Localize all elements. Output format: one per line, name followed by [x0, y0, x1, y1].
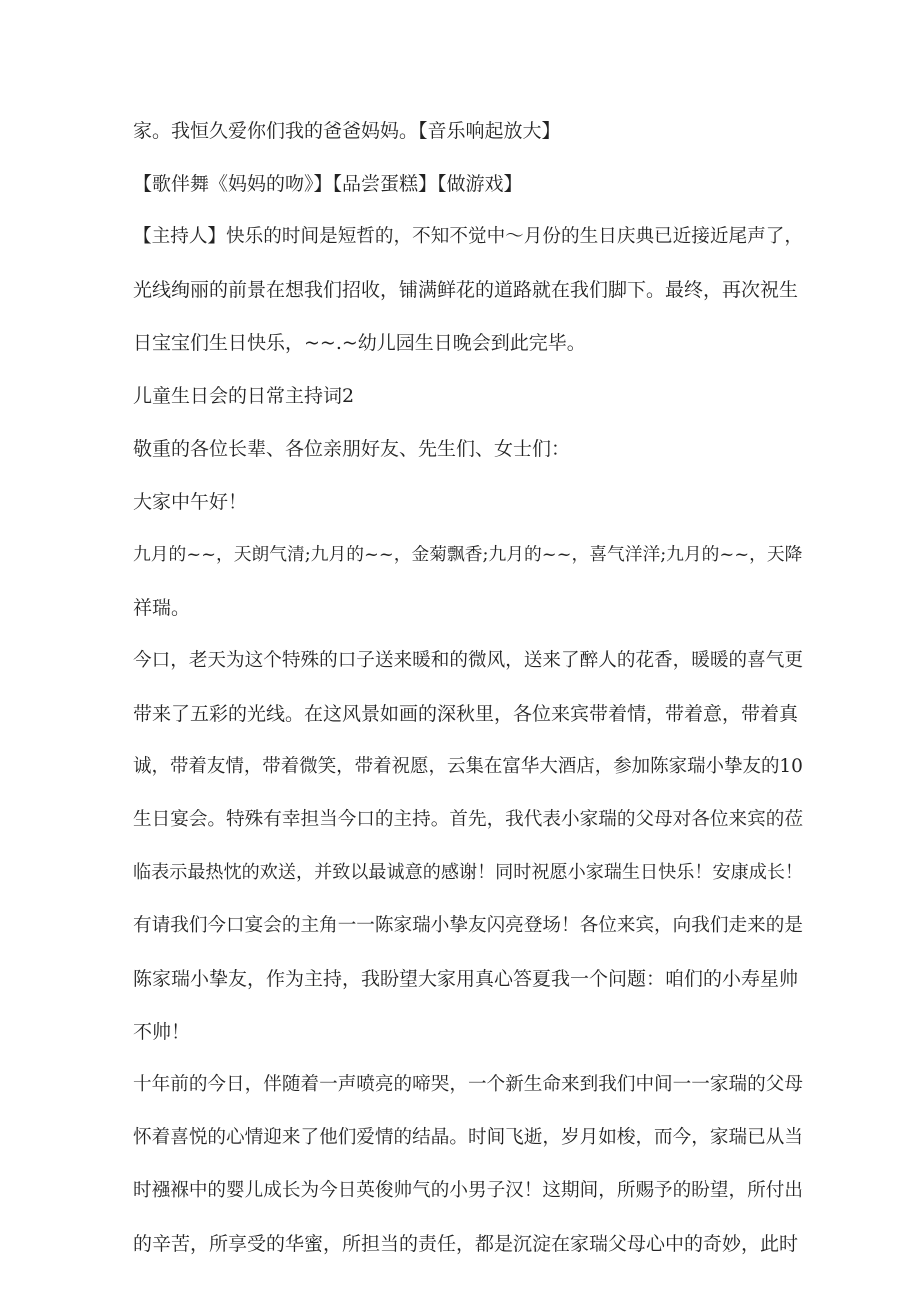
- text-line: 今口，老天为这个特殊的口子送来暖和的微风，送来了醉人的花香，暖暖的喜气更: [133, 650, 803, 671]
- text-line: 有请我们今口宴会的主角一一陈家瑞小挚友闪亮登场！各位来宾，向我们走来的是: [133, 915, 803, 936]
- text-line: 敬重的各位长辈、各位亲朋好友、先生们、女士们：: [133, 438, 571, 460]
- text-line: 怀着喜悦的心情迎来了他们爱情的结晶。时间飞逝，岁月如梭，而今，家瑞已从当: [133, 1127, 803, 1148]
- text-line: 时襁褓中的婴儿成长为今日英俊帅气的小男子汉！这期间，所赐予的盼望，所付出: [133, 1180, 803, 1201]
- text-line: 十年前的今日，伴随着一声喷亮的啼哭，一个新生命来到我们中间一一家瑞的父母: [133, 1074, 803, 1095]
- text-line: 九月的~~，天朗气清;九月的~~，金菊飘香;九月的~~，喜气洋洋;九月的~~，天降: [133, 545, 803, 565]
- text-line: 不帅！: [133, 1021, 191, 1043]
- section-heading: 儿童生日会的日常主持词2: [133, 385, 355, 407]
- text-line: 临表示最热忱的欢送，并致以最诚意的感谢！同时祝愿小家瑞生日快乐！安康成长！: [133, 862, 804, 883]
- text-line: 陈家瑞小挚友，作为主持，我盼望大家用真心答夏我一个问题：咱们的小寿星帅: [133, 968, 799, 990]
- text-line: 【歌伴舞《妈妈的吻》】【品尝蛋糕】【做游戏】: [133, 173, 523, 195]
- text-line: 生日宴会。特殊有幸担当今口的主持。首先，我代表小家瑞的父母对各位来宾的莅: [133, 809, 803, 830]
- text-line: 诚，带着友情，带着微笑，带着祝愿，云集在富华大酒店，参加陈家瑞小挚友的10: [133, 756, 803, 777]
- text-line: 家。我恒久爱你们我的爸爸妈妈。【音乐响起放大】: [133, 120, 561, 142]
- text-line: 带来了五彩的光线。在这风景如画的深秋里，各位来宾带着情，带着意，带着真: [133, 703, 799, 725]
- text-line: 日宝宝们生日快乐，~~.~幼儿园生日晚会到此完毕。: [133, 332, 586, 354]
- text-line: 的辛苦，所享受的华蜜，所担当的责任，都是沉淀在家瑞父母心中的奇妙，此时: [133, 1233, 799, 1255]
- text-line: 祥瑞。: [133, 597, 191, 619]
- text-line: 大家中午好！: [133, 491, 248, 513]
- text-line: 光线绚丽的前景在想我们招收，铺满鲜花的道路就在我们脚下。最终，再次祝生: [133, 279, 799, 301]
- text-line: 【主持人】快乐的时间是短哲的，不知不觉中～月份的生日庆典已近接近尾声了，: [133, 226, 803, 247]
